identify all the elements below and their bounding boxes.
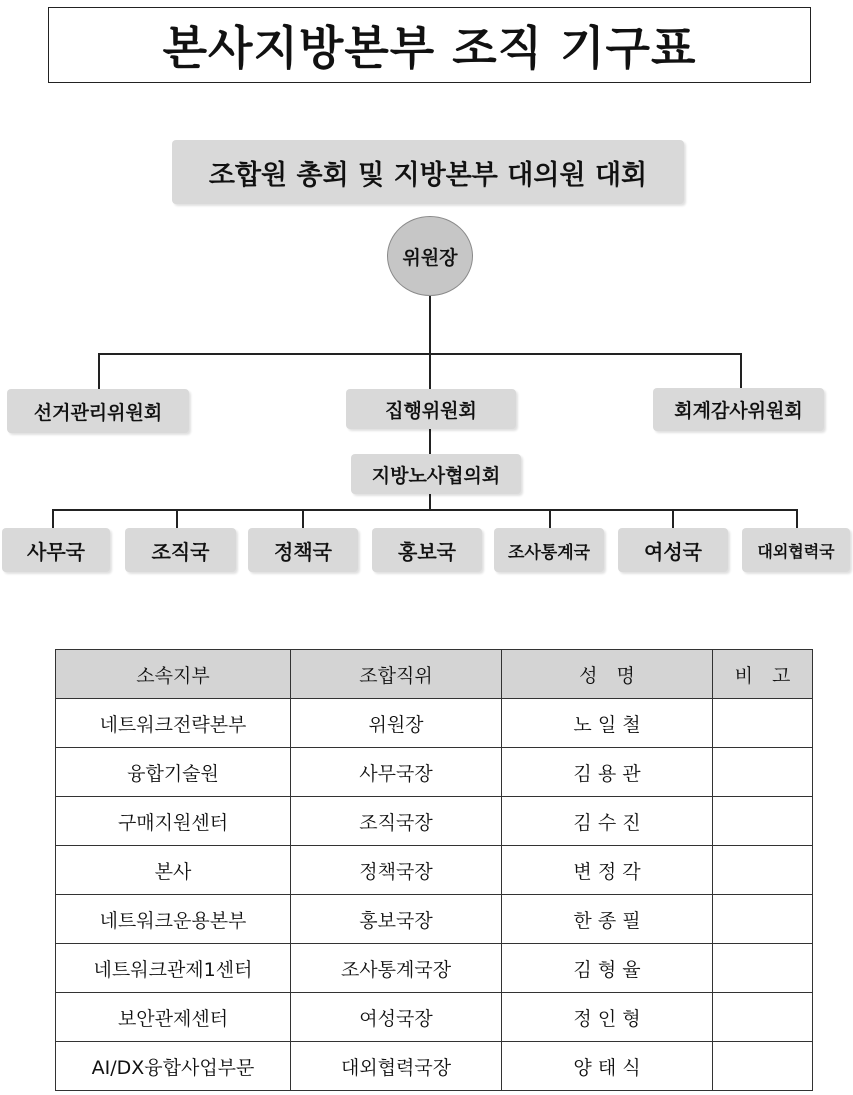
table-row [56, 895, 813, 944]
roster-table [55, 649, 813, 1091]
cell-remarks [713, 699, 813, 748]
executive-committee-box: 집행위원회 [346, 389, 516, 429]
connector-line [429, 353, 431, 390]
department-box: 홍보국 [372, 528, 482, 572]
cell-remarks [713, 846, 813, 895]
title-box [48, 7, 811, 83]
table-row [56, 993, 813, 1042]
cell-branch: 네트워크운용본부 [56, 895, 291, 944]
cell-position: 조직국장 [291, 797, 502, 846]
table-row [56, 1042, 813, 1091]
table-row [56, 846, 813, 895]
cell-remarks [713, 993, 813, 1042]
cell-branch: 네트워크관제1센터 [56, 944, 291, 993]
cell-remarks [713, 895, 813, 944]
connector-line [176, 509, 178, 529]
header-branch: 소속지부 [56, 650, 291, 699]
connector-line [672, 509, 674, 529]
cell-remarks [713, 944, 813, 993]
general-assembly-box: 조합원 총회 및 지방본부 대의원 대회 [172, 140, 684, 204]
cell-name: 변 정 각 [502, 846, 713, 895]
header-name: 성 명 [502, 650, 713, 699]
cell-position: 홍보국장 [291, 895, 502, 944]
cell-position: 사무국장 [291, 748, 502, 797]
cell-position: 정책국장 [291, 846, 502, 895]
connector-line [98, 353, 741, 355]
cell-name: 한 종 필 [502, 895, 713, 944]
cell-name: 김 형 율 [502, 944, 713, 993]
table-row [56, 699, 813, 748]
cell-branch: 네트워크전략본부 [56, 699, 291, 748]
cell-name: 정 인 형 [502, 993, 713, 1042]
table-header-row [56, 650, 813, 699]
cell-branch: AI/DX융합사업부문 [56, 1042, 291, 1091]
department-box: 여성국 [618, 528, 728, 572]
connector-line [429, 296, 431, 354]
chairman-node: 위원장 [387, 216, 473, 296]
cell-position: 여성국장 [291, 993, 502, 1042]
connector-line [52, 509, 797, 511]
audit-committee-box: 회계감사위원회 [653, 388, 824, 431]
connector-line [98, 353, 100, 389]
header-position: 조합직위 [291, 650, 502, 699]
cell-name: 김 수 진 [502, 797, 713, 846]
department-box: 사무국 [2, 528, 110, 572]
cell-position: 위원장 [291, 699, 502, 748]
cell-name: 양 태 식 [502, 1042, 713, 1091]
table-row [56, 748, 813, 797]
connector-line [740, 353, 742, 388]
cell-position: 조사통계국장 [291, 944, 502, 993]
page-title: 본사지방본부 조직 기구표 [162, 21, 697, 75]
labor-council-box: 지방노사협의회 [351, 454, 521, 494]
header-remarks: 비 고 [713, 650, 813, 699]
cell-branch: 구매지원센터 [56, 797, 291, 846]
cell-branch: 융합기술원 [56, 748, 291, 797]
connector-line [52, 509, 54, 529]
department-box: 대외협력국 [742, 528, 850, 572]
cell-remarks [713, 1042, 813, 1091]
election-committee-box: 선거관리위원회 [7, 389, 189, 433]
connector-line [549, 509, 551, 529]
department-box: 조직국 [125, 528, 236, 572]
cell-branch: 보안관제센터 [56, 993, 291, 1042]
table-row [56, 944, 813, 993]
cell-branch: 본사 [56, 846, 291, 895]
department-box: 정책국 [248, 528, 358, 572]
connector-line [796, 509, 798, 529]
cell-remarks [713, 797, 813, 846]
cell-position: 대외협력국장 [291, 1042, 502, 1091]
cell-name: 김 용 관 [502, 748, 713, 797]
cell-remarks [713, 748, 813, 797]
cell-name: 노 일 철 [502, 699, 713, 748]
department-box: 조사통계국 [494, 528, 604, 572]
connector-line [302, 509, 304, 529]
table-row [56, 797, 813, 846]
